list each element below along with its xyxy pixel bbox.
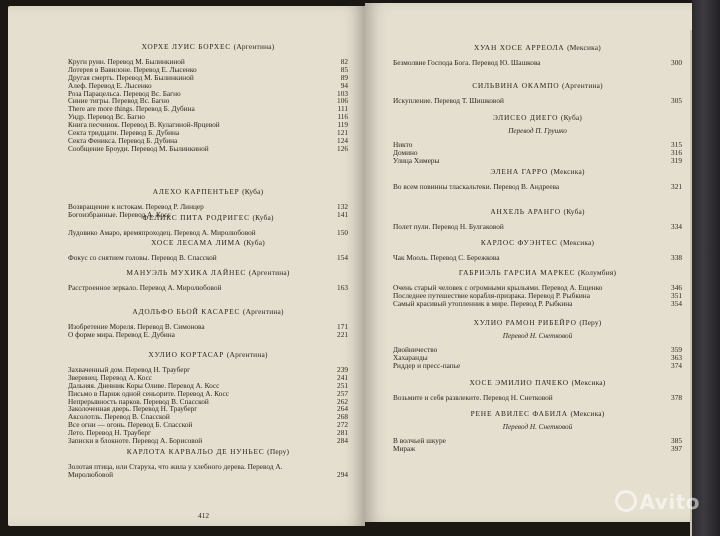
entry-title: О форме мира. Перевод Е. Дубина xyxy=(68,329,175,339)
author-heading xyxy=(393,409,682,418)
entry-page: 385 xyxy=(671,436,682,445)
author-country: (Куба) xyxy=(242,187,264,196)
entry-title: Письмо в Париж одной сеньорите. Перевод А. Косс xyxy=(68,388,230,398)
entry-page: 321 xyxy=(671,182,682,191)
entry-page: 126 xyxy=(337,143,348,153)
entry-page: 116 xyxy=(337,112,348,122)
author-heading xyxy=(393,378,682,387)
entry-page: 85 xyxy=(340,64,348,74)
entry-page: 132 xyxy=(337,202,348,211)
entry-page: 111 xyxy=(337,104,348,114)
author-country: (Мексика) xyxy=(570,409,605,418)
author-heading xyxy=(393,81,682,90)
entry-title: Домино xyxy=(393,147,418,157)
author-heading xyxy=(68,187,348,196)
entry-page: 315 xyxy=(671,140,682,149)
entry-title: Чак Мооль. Перевод С. Бережкова xyxy=(393,253,500,262)
entry-page: 141 xyxy=(337,209,348,219)
author-country: (Перу) xyxy=(579,318,602,327)
entry-title: Лето. Перевод Н. Трауберг xyxy=(68,428,151,438)
entry-page: 239 xyxy=(337,365,348,374)
toc-entry xyxy=(393,59,682,67)
entry-title: Записки в блокноте. Перевод А. Борисовой xyxy=(68,436,203,446)
entry-title: Богоизбранные. Перевод А. Косс xyxy=(68,209,171,219)
author-country: (Колумбия) xyxy=(577,268,617,277)
entry-title: Роза Парацельса. Перевод Вс. Багно xyxy=(68,88,181,98)
author-heading xyxy=(68,307,348,316)
entry-title: Последнее путешествие корабля-призрака. Перевод Р. Рыбкина xyxy=(393,290,590,300)
author-country: (Мексика) xyxy=(571,378,606,387)
author-section-body xyxy=(393,207,682,231)
author-name: СИЛЬВИНА ОКАМПО xyxy=(472,81,560,90)
author-country: (Аргентина) xyxy=(562,81,603,90)
author-section-body xyxy=(68,209,348,237)
entry-title: Ундр. Перевод Вс. Багно xyxy=(68,112,145,122)
author-heading xyxy=(393,113,682,122)
entry-title: Синие тигры. Перевод Вс. Багно xyxy=(68,96,170,106)
entry-title: В волчьей шкуре xyxy=(393,436,446,445)
entry-title: Улица Химеры xyxy=(393,155,440,165)
translator-line: Перевод Н. Снетковой xyxy=(502,423,573,431)
entry-title: Лудовико Амаро, времяпроходец. Перевод А. Миролюбовой xyxy=(68,228,256,237)
entry-title: Все огни — огонь. Перевод Б. Спасской xyxy=(68,420,193,430)
entry-page: 378 xyxy=(671,393,682,402)
toc-entry xyxy=(393,346,682,354)
toc-entry xyxy=(393,223,682,231)
entry-title: Сообщение Броуди. Перевод М. Былинкиной xyxy=(68,143,209,153)
author-heading xyxy=(393,268,682,277)
entry-title: Никто xyxy=(393,140,413,149)
entry-page: 346 xyxy=(671,283,682,292)
entry-title: Захваченный дом. Перевод Н. Трауберг xyxy=(68,365,191,374)
avito-logo-icon xyxy=(615,490,637,512)
author-name: АДОЛЬФО БЬОЙ КАСАРЕС xyxy=(132,307,241,316)
watermark-text: Avito xyxy=(639,489,700,514)
author-country: (Аргентина) xyxy=(233,42,275,51)
author-country: (Мексика) xyxy=(567,43,601,52)
entry-page: 319 xyxy=(671,155,682,165)
translator-line: Перевод П. Грушко xyxy=(508,127,567,135)
author-heading xyxy=(393,43,682,52)
author-name: АНХЕЛЬ АРАНГО xyxy=(490,207,561,216)
entry-page: 374 xyxy=(671,360,682,370)
author-name: КАРЛОС ФУЭНТЕС xyxy=(480,238,558,247)
author-heading xyxy=(68,268,348,277)
author-name: ХОРХЕ ЛУИС БОРХЕС xyxy=(141,42,232,51)
entry-page: 300 xyxy=(671,58,682,67)
author-name: ФЕЛИКС ПИТА РОДРИГЕС xyxy=(142,213,250,222)
author-section-body xyxy=(68,268,348,292)
author-country: (Аргентина) xyxy=(242,307,284,316)
entry-page: 150 xyxy=(337,228,348,237)
toc-entry xyxy=(393,437,682,445)
entry-title: Расстроенное зеркало. Перевод А. Миролюбовой xyxy=(68,283,222,292)
entry-page: 94 xyxy=(340,80,348,90)
author-country: (Куба) xyxy=(563,207,585,216)
toc-entry xyxy=(68,145,348,153)
entry-page: 103 xyxy=(337,88,348,98)
author-country: (Куба) xyxy=(243,238,265,247)
entry-title: Золотая птица, или Старуха, что жила у хлебного дерева. Перевод А. Миролюбовой xyxy=(68,462,283,479)
author-name: ХОСЕ ЭМИЛИО ПАЧЕКО xyxy=(469,378,569,387)
entry-page: 281 xyxy=(337,428,348,438)
entry-page: 359 xyxy=(671,345,682,354)
entry-page: 272 xyxy=(337,420,348,430)
entry-title: Очень старый человек с огромными крыльями. Перевод А. Ещенко xyxy=(393,283,603,292)
toc-entry xyxy=(393,394,682,402)
author-name: ЭЛИСЕО ДИЕГО xyxy=(492,113,559,122)
author-section-body xyxy=(393,268,682,308)
entry-title: There are more things. Перевод Б. Дубина xyxy=(68,104,195,114)
entry-page: 284 xyxy=(337,436,348,446)
entry-page: 82 xyxy=(340,57,348,66)
entry-title: Секта Феникса. Перевод Б. Дубина xyxy=(68,135,178,145)
author-name: ГАБРИЭЛЬ ГАРСИА МАРКЕС xyxy=(458,268,576,277)
entry-page: 294 xyxy=(337,469,348,479)
entry-page: 262 xyxy=(337,396,348,406)
translator-line: Перевод Н. Снетковой xyxy=(502,332,573,340)
entry-page: 363 xyxy=(671,352,682,362)
entry-page: 351 xyxy=(671,290,682,300)
entry-title: Лотерея в Вавилоне. Перевод Е. Лысенко xyxy=(68,64,197,74)
author-heading xyxy=(393,238,682,247)
entry-page: 338 xyxy=(671,253,682,262)
author-heading xyxy=(68,350,348,359)
avito-watermark xyxy=(615,490,700,515)
entry-title: Круги руин. Перевод М. Былинкиной xyxy=(68,57,185,66)
toc-entry xyxy=(393,254,682,262)
author-heading xyxy=(68,447,348,456)
entry-title: Заколоченная дверь. Перевод Н. Трауберг xyxy=(68,404,198,414)
author-name: РЕНЕ АВИЛЕС ФАБИЛА xyxy=(470,409,568,418)
author-heading xyxy=(68,238,348,247)
entry-title: Книга песчинок. Перевод В. Кулагиной-Ярцевой xyxy=(68,120,220,130)
page-number: 412 xyxy=(198,511,210,520)
entry-page: 316 xyxy=(671,147,682,157)
author-name: ЭЛЕНА ГАРРО xyxy=(490,167,549,176)
toc-entry xyxy=(68,463,348,479)
entry-title: Изобретение Мореля. Перевод В. Симонова xyxy=(68,322,205,331)
entry-page: 397 xyxy=(671,443,682,453)
entry-title: Алеф. Перевод Е. Лысенко xyxy=(68,80,152,90)
author-section-body xyxy=(393,409,682,453)
author-heading xyxy=(68,209,348,222)
entry-title: Фокус со снятием головы. Перевод В. Спасской xyxy=(68,253,217,262)
entry-page: 154 xyxy=(337,253,348,262)
author-heading xyxy=(68,42,348,51)
entry-title: Другая смерть. Перевод М. Былинкиной xyxy=(68,72,194,82)
toc-entry xyxy=(68,437,348,445)
book-cover-edge xyxy=(692,0,720,536)
author-section-body xyxy=(393,81,682,105)
author-country: (Мексика) xyxy=(550,167,585,176)
author-name: ХУЛИО РАМОН РИБЕЙРО xyxy=(473,318,577,327)
entry-title: Возьмите и себя развлеките. Перевод Н. Снетковой xyxy=(393,393,553,402)
entry-page: 171 xyxy=(337,322,348,331)
entry-title: Хахаранды xyxy=(393,352,428,362)
author-section-body xyxy=(68,447,348,479)
entry-page: 163 xyxy=(337,283,348,292)
author-name: КАРЛОТА КАРВАЛЬО ДЕ НУНЬЕС xyxy=(126,447,265,456)
author-name: ХОСЕ ЛЕСАМА ЛИМА xyxy=(151,238,242,247)
author-section-body xyxy=(68,350,348,445)
toc-entry xyxy=(393,300,682,308)
entry-title: Непрерывность парков. Перевод В. Спасской xyxy=(68,396,209,406)
author-country: (Куба) xyxy=(252,213,274,222)
entry-page: 251 xyxy=(337,380,348,390)
author-heading xyxy=(393,167,682,176)
author-name: АЛЕХО КАРПЕНТЬЕР xyxy=(152,187,240,196)
author-name: МАНУЭЛЬ МУХИКА ЛАЙНЕС xyxy=(126,268,247,277)
entry-title: Мираж xyxy=(393,443,416,453)
entry-title: Безмолвие Господа Бога. Перевод Ю. Шашкова xyxy=(393,58,541,67)
entry-title: Возвращение к истокам. Перевод Р. Линцер xyxy=(68,202,204,211)
toc-entry xyxy=(393,362,682,370)
author-section-body xyxy=(68,42,348,153)
author-section-body xyxy=(393,378,682,402)
entry-title: Искупление. Перевод Т. Шишковой xyxy=(393,96,504,105)
toc-entry xyxy=(68,254,348,262)
entry-title: Дальняя. Дневник Коры Оливе. Перевод А. Косс xyxy=(68,380,220,390)
entry-page: 119 xyxy=(337,120,348,130)
author-heading xyxy=(393,207,682,216)
entry-title: Во всем повинны тласкальтеки. Перевод В. Андреева xyxy=(393,182,560,191)
toc-entry xyxy=(68,284,348,292)
toc-entry xyxy=(393,97,682,105)
entry-page: 264 xyxy=(337,404,348,414)
author-country: (Аргентина) xyxy=(248,268,290,277)
entry-page: 354 xyxy=(671,298,682,308)
author-heading xyxy=(393,318,682,327)
author-section-body xyxy=(393,238,682,262)
author-section-body xyxy=(393,43,682,67)
toc-entry xyxy=(68,331,348,339)
toc-entry xyxy=(393,157,682,165)
entry-page: 106 xyxy=(337,96,348,106)
entry-page: 334 xyxy=(671,222,682,231)
entry-page: 124 xyxy=(337,135,348,145)
author-section-body xyxy=(68,238,348,262)
entry-page: 89 xyxy=(340,72,348,82)
entry-title: Риддер и пресс-папье xyxy=(393,360,461,370)
author-country: (Куба) xyxy=(560,113,583,122)
entry-page: 268 xyxy=(337,412,348,422)
author-section-body xyxy=(393,318,682,370)
entry-page: 305 xyxy=(671,96,682,105)
toc-entry xyxy=(393,183,682,191)
author-name: ХУАН ХОСЕ АРРЕОЛА xyxy=(474,43,565,52)
entry-title: Секта тридцати. Перевод Б. Дубина xyxy=(68,128,180,138)
entry-title: Двойничество xyxy=(393,345,438,354)
entry-title: Зверинец. Перевод А. Косс xyxy=(68,372,153,382)
author-section-body xyxy=(393,167,682,191)
entry-title: Аксолотль. Перевод В. Спасской xyxy=(68,412,170,422)
author-section-body xyxy=(393,113,682,165)
entry-title: Самый красивый утопленник в мире. Перевод Р. Рыбкина xyxy=(393,298,573,308)
entry-page: 221 xyxy=(337,329,348,339)
author-section-body xyxy=(68,307,348,339)
author-country: (Аргентина) xyxy=(226,350,268,359)
author-country: (Перу) xyxy=(267,447,290,456)
toc-entry xyxy=(393,445,682,453)
entry-page: 121 xyxy=(337,128,348,138)
toc-entry xyxy=(393,141,682,149)
author-country: (Мексика) xyxy=(560,238,595,247)
right-page xyxy=(365,3,692,522)
left-page xyxy=(8,6,365,526)
entry-page: 257 xyxy=(337,388,348,398)
toc-entry xyxy=(68,229,348,237)
entry-title: Полет пули. Перевод Н. Булгаковой xyxy=(393,222,504,231)
author-name: ХУЛИО КОРТАСАР xyxy=(148,350,225,359)
entry-page: 241 xyxy=(337,372,348,382)
